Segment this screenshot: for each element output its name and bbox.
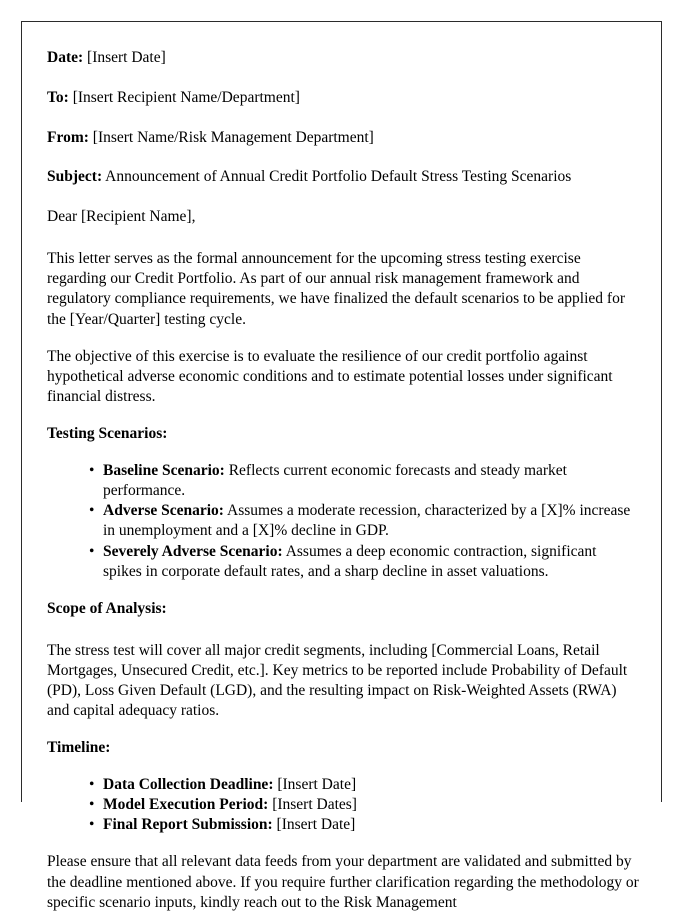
list-item (89, 795, 639, 815)
scope-of-analysis-paragraph: The stress test will cover all major credit segments, including [Commercial Loans, Retail Mortgages, Unsecured Credit, etc.]. Key metrics to be reported include Probability of Default (PD), Loss Given Default (LGD), and the resulting impact on Risk-Weighted Assets (RWA) and capital adequacy ratios. (47, 641, 628, 720)
objective-paragraph: The objective of this exercise is to evaluate the resilience of our credit portfolio against hypothetical adverse economic conditions and to estimate potential losses under significant financial distress. (47, 347, 613, 405)
closing-paragraph-visible: Please ensure that all relevant data feeds from your department are validated and submitted by the deadline mentioned above. If you require further clarification regarding the (47, 853, 632, 891)
letter-body (47, 22, 639, 913)
scenario-label: Baseline Scenario: (103, 461, 225, 479)
closing-paragraph-clipped: methodology or specific scenario inputs, kindly reach out to the Risk Management (47, 873, 639, 911)
field-from (47, 128, 639, 148)
field-date (47, 48, 639, 68)
list-item (89, 775, 639, 795)
timeline-value: [Insert Date] (277, 776, 357, 794)
closing-paragraph (47, 852, 639, 912)
field-to-label: To: (47, 88, 69, 106)
timeline-label: Model Execution Period: (103, 796, 269, 814)
field-from-label: From: (47, 128, 89, 146)
timeline-list (47, 775, 639, 835)
document-page (21, 21, 662, 911)
field-to-value: [Insert Recipient Name/Department] (72, 88, 300, 106)
field-subject-label: Subject: (47, 168, 103, 186)
list-item (89, 542, 639, 582)
field-subject-value: Announcement of Annual Credit Portfolio Default Stress Testing Scenarios (105, 168, 572, 186)
intro-paragraph: This letter serves as the formal announcement for the upcoming stress testing exercise regarding our Credit Portfolio. As part of our annual risk management framework and regulatory compliance requirements, we have finalized the default scenarios to be applied for the [Year/Quarter] testing cycle. (47, 250, 625, 328)
field-date-value: [Insert Date] (87, 49, 166, 66)
salutation: Dear [Recipient Name], (47, 208, 196, 226)
timeline-label: Data Collection Deadline: (103, 776, 274, 794)
timeline-heading: Timeline: (47, 739, 111, 757)
field-from-value: [Insert Name/Risk Management Department] (92, 128, 374, 146)
list-item (89, 461, 639, 501)
field-date-label: Date: (47, 49, 84, 66)
timeline-label: Final Report Submission: (103, 816, 273, 834)
list-item (89, 815, 639, 835)
scenario-text: Assumes a deep economic contraction, significant spikes in corporate default rates, and a sharp decline in asset valuations. (103, 542, 597, 580)
scenario-text: Assumes a moderate recession, characterized by a [X]% increase in unemployment and a [X]% decline in GDP. (103, 502, 631, 540)
field-to (47, 88, 639, 108)
scenario-label: Severely Adverse Scenario: (103, 542, 283, 560)
testing-scenarios-heading: Testing Scenarios: (47, 425, 168, 443)
list-item (89, 501, 639, 541)
scenario-text: Reflects current economic forecasts and steady market performance. (103, 461, 567, 500)
field-subject (47, 167, 639, 187)
testing-scenarios-list (47, 461, 639, 582)
timeline-value: [Insert Date] (276, 816, 356, 834)
scope-of-analysis-heading: Scope of Analysis: (47, 599, 167, 617)
scenario-label: Adverse Scenario: (103, 502, 224, 520)
timeline-value: [Insert Dates] (272, 796, 357, 814)
